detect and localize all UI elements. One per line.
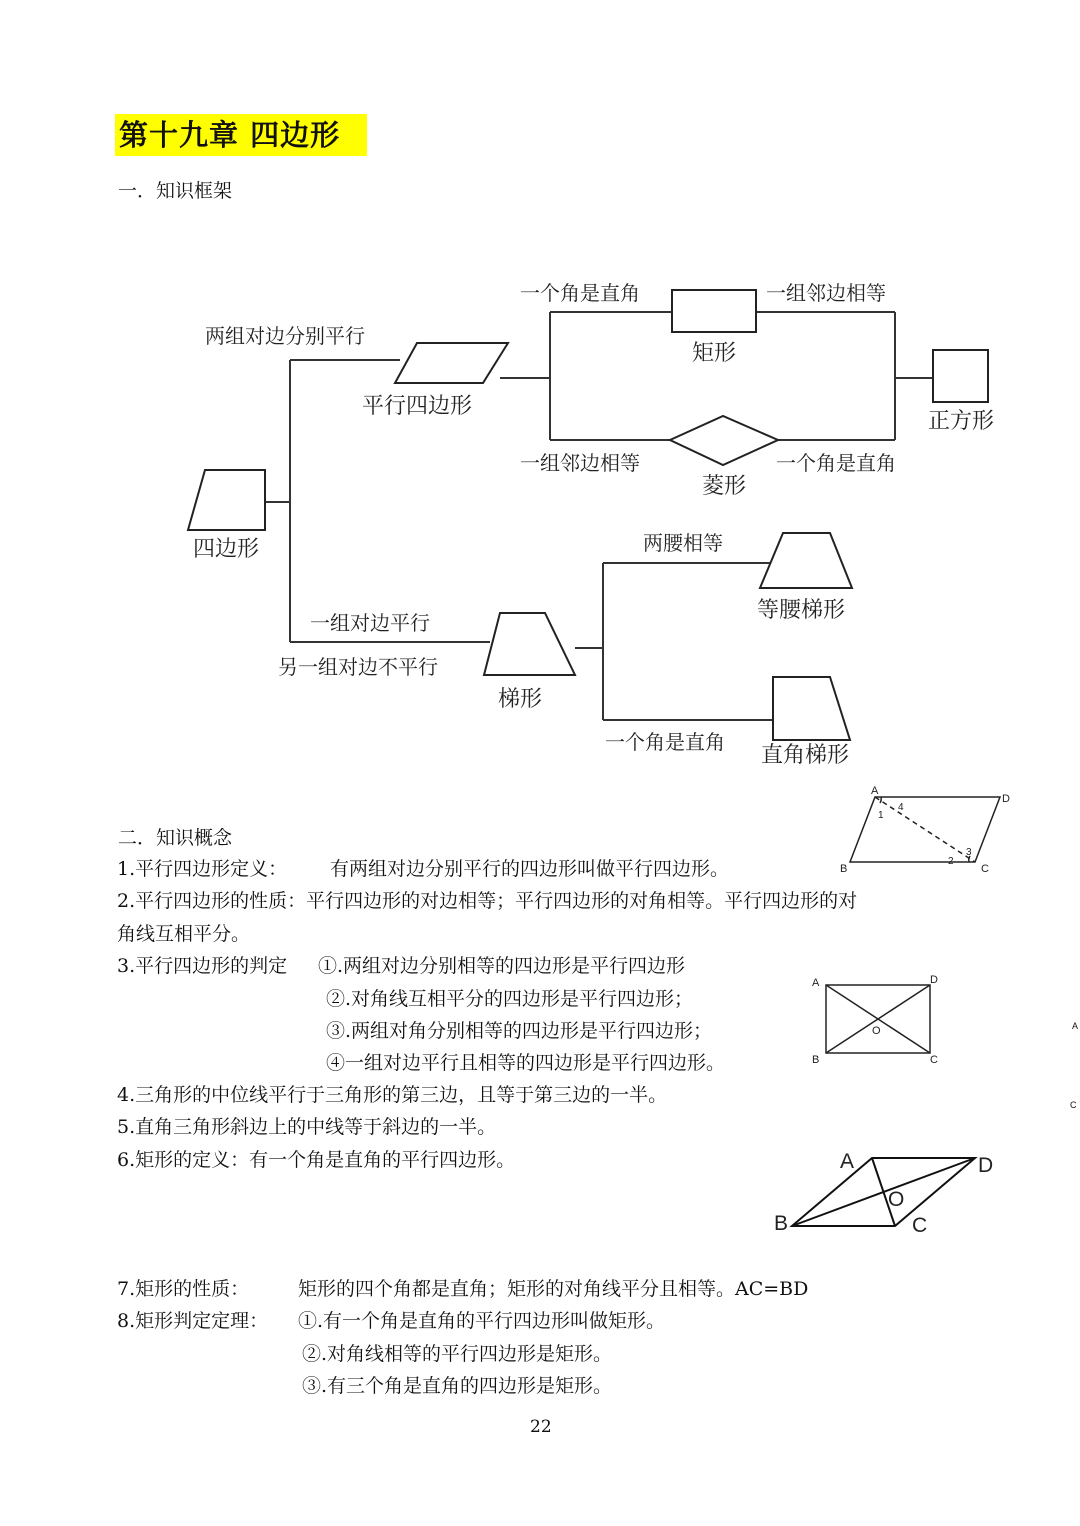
svg-text:2: 2	[948, 856, 954, 867]
label-rect-cond-right: 一组邻边相等	[766, 281, 886, 305]
label-square: 正方形	[928, 409, 995, 434]
label-legs-equal: 两腰相等	[643, 531, 723, 555]
right-trapezoid-shape	[773, 677, 850, 740]
item-8-label: 8.矩形判定定理：	[117, 1310, 269, 1332]
item-8-criterion-3: ③.有三个角是直角的四边形是矩形。	[302, 1375, 613, 1397]
svg-text:B: B	[812, 1054, 820, 1066]
item-6: 6.矩形的定义：有一个角是直角的平行四边形。	[117, 1149, 516, 1171]
label-rectangle: 矩形	[692, 341, 737, 366]
svg-text:1: 1	[878, 810, 884, 821]
svg-text:3: 3	[966, 847, 972, 858]
isosceles-trapezoid-shape	[760, 533, 852, 588]
item-8-criterion-1: ①.有一个角是直角的平行四边形叫做矩形。	[298, 1310, 666, 1332]
item-4: 4.三角形的中位线平行于三角形的第三边，且等于第三边的一半。	[117, 1084, 668, 1106]
item-3-criterion-2: ②.对角线互相平分的四边形是平行四边形；	[326, 988, 694, 1010]
label-parallelogram: 平行四边形	[362, 394, 473, 419]
square-shape	[933, 350, 988, 402]
svg-text:O: O	[872, 1025, 881, 1037]
margin-label-c: C	[1070, 1100, 1077, 1110]
item-5: 5.直角三角形斜边上的中线等于斜边的一半。	[117, 1116, 497, 1138]
svg-text:D: D	[978, 1154, 994, 1177]
page-number: 22	[530, 1417, 552, 1437]
item-2-line-1: 2.平行四边形的性质：平行四边形的对边相等；平行四边形的对角相等。平行四边形的对	[117, 890, 858, 912]
quadrilateral-shape	[188, 470, 265, 530]
label-rhombus-cond-right: 一个角是直角	[776, 451, 896, 475]
figure-parallelogram-diagonals	[770, 1148, 1000, 1238]
item-8-criterion-2: ②.对角线相等的平行四边形是矩形。	[302, 1343, 613, 1365]
item-3-criterion-3: ③.两组对角分别相等的四边形是平行四边形；	[326, 1020, 713, 1042]
svg-text:B: B	[774, 1212, 789, 1235]
item-3-criterion-1: ①.两组对边分别相等的四边形是平行四边形	[318, 955, 686, 977]
rhombus-shape	[670, 416, 778, 465]
section-heading-concepts: 二．知识概念	[118, 827, 233, 849]
figure-rectangle-diagonals	[808, 970, 948, 1070]
svg-text:O: O	[888, 1188, 905, 1211]
svg-text:D: D	[930, 974, 938, 986]
label-rhombus: 菱形	[702, 474, 747, 499]
item-7-text: 矩形的四个角都是直角；矩形的对角线平分且相等。AC=BD	[298, 1278, 809, 1300]
label-other-not-parallel: 另一组对边不平行	[278, 655, 438, 679]
svg-text:C: C	[912, 1214, 928, 1237]
rectangle-shape	[672, 290, 756, 332]
svg-text:A: A	[840, 1150, 855, 1173]
chapter-title: 第十九章 四边形	[115, 114, 367, 156]
label-quadrilateral: 四边形	[193, 537, 260, 562]
item-7-label: 7.矩形的性质：	[117, 1278, 250, 1300]
svg-text:C: C	[930, 1054, 938, 1066]
svg-text:4: 4	[898, 802, 904, 813]
label-right-trapezoid: 直角梯形	[761, 743, 850, 768]
parallelogram-shape	[395, 343, 508, 383]
item-1-label: 1.平行四边形定义：	[117, 858, 288, 880]
svg-text:A: A	[812, 977, 820, 989]
item-3-criterion-4: ④一组对边平行且相等的四边形是平行四边形。	[326, 1052, 726, 1074]
svg-text:D: D	[1002, 793, 1010, 805]
margin-label-a: A	[1072, 1021, 1079, 1031]
svg-text:C: C	[981, 863, 989, 875]
trapezoid-shape	[484, 613, 575, 675]
label-two-pairs-parallel: 两组对边分别平行	[205, 324, 365, 348]
label-rhombus-cond-left: 一组邻边相等	[520, 451, 640, 475]
item-3-label: 3.平行四边形的判定	[117, 955, 288, 977]
section-heading-framework: 一．知识框架	[118, 180, 233, 202]
label-right-angle-cond: 一个角是直角	[605, 730, 725, 754]
label-rect-cond-left: 一个角是直角	[520, 281, 640, 305]
svg-text:B: B	[840, 863, 848, 875]
figure-parallelogram-angles	[835, 782, 1020, 882]
label-one-pair-parallel: 一组对边平行	[310, 611, 430, 635]
item-2-line-2: 角线互相平分。	[117, 923, 251, 945]
label-isosceles-trapezoid: 等腰梯形	[757, 598, 846, 623]
label-trapezoid: 梯形	[498, 687, 543, 712]
svg-text:A: A	[871, 785, 879, 797]
item-1-text: 有两组对边分别平行的四边形叫做平行四边形。	[330, 858, 730, 880]
